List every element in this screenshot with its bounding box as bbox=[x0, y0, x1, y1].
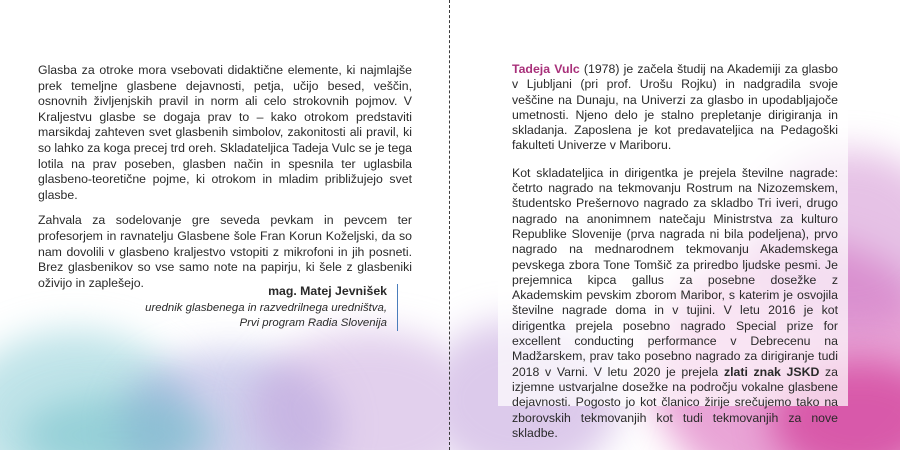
intro-paragraph-1: Glasba za otroke mora vsebovati didaktične elemente, ki najmlajše prek temeljne glasbene dejavnosti, petja, učijo besed, veščin, osnovnih življenjskih pravil in norm ali celo strokovnih pojmov. V Kraljestvu glasbe se dogaja prav to – kako otrokom predstaviti marsikdaj zahteven svet glasbenih simbolov, zakonitosti ali pravil, ki so lahko za koga precej trd oreh. Skladateljica Tadeja Vulc se je tega lotila na prav poseben, glasben način in spesnila ter uglasbila glasbeno-teoretične pojme, ki otrokom in mladim približujejo svet glasbe. bbox=[38, 63, 412, 202]
right-page bbox=[450, 0, 900, 450]
signature-role-1: urednik glasbenega in razvedrilnega uredništva, bbox=[145, 302, 387, 314]
bio-text bbox=[512, 62, 838, 450]
signature bbox=[127, 284, 398, 331]
signature-role-2: Prvi program Radia Slovenija bbox=[239, 317, 387, 329]
bio-award-highlight: zlati znak JSKD bbox=[723, 364, 820, 379]
bio-name: Tadeja Vulc bbox=[512, 62, 580, 76]
intro-paragraph-2: Zahvala za sodelovanje gre seveda pevkam in pevcem ter profesorjem in ravnatelju Glasbene šole Fran Korun Koželjski, da so nam dovolili v glasbeno kraljestvo vstopiti z mikrofoni in jih posneti. Brez glasbenikov so vse samo note na papirju, ki šele z glasbeniki oživijo in zaplešejo. bbox=[38, 213, 412, 290]
bio-awards-end: za izjemne ustvarjalne dosežke na področju vokalne glasbene dejavnosti. Pogosto jo kot članico žirije srečujemo tako na zborovskih tekmovanjih kot tudi tekmovanjih za nove skladbe. bbox=[512, 364, 839, 440]
watercolor-decoration bbox=[250, 330, 450, 450]
bio-paragraph-2 bbox=[512, 166, 838, 441]
bio-awards: Kot skladateljica in dirigentka je prejela številne nagrade: četrto nagrado na tekmovanju Rostrum na Nizozemskem, študentsko Prešernovo nagrado za skladbo Tri iveri, drugo nagrado na anonimnem natečaju Ministrstva za kulturo Republike Slovenije (prva nagrada ni bila podeljena), prvo nagrado na mednarodnem tekmovanju Akademskega pevskega zbora Tone Tomšič za priredbo ljudske pesmi. Je prejemnica kipca gallus za posebne dosežke z Akademskim pevskim zborom Maribor, s katerim je osvojila številne nagrade doma in v tujini. V letu 2016 je kot dirigentka prejela posebno nagrado Special prize for excellent conducting performance v Debrecenu na Madžarskem, prav tako posebno nagrado za dirigiranje tudi 2018 v Varni. V letu 2020 je prejela bbox=[512, 165, 838, 379]
signature-name: mag. Matej Jevnišek bbox=[268, 284, 387, 298]
intro-text bbox=[38, 63, 412, 299]
bio-intro: (1978) je začela študij na Akademiji za glasbo v Ljubljani (pri prof. Urošu Rojku) in nadgradila svoje veščine na Dunaju, na Univerzi za glasbo in upodabljajoče umetnosti. Njeno delo je stalno prepletanje dirigiranja in skladanja. Zaposlena je kot predavateljica na Pedagoški fakulteti Univerze v Mariboru. bbox=[512, 62, 838, 153]
bio-paragraph-1 bbox=[512, 62, 838, 154]
